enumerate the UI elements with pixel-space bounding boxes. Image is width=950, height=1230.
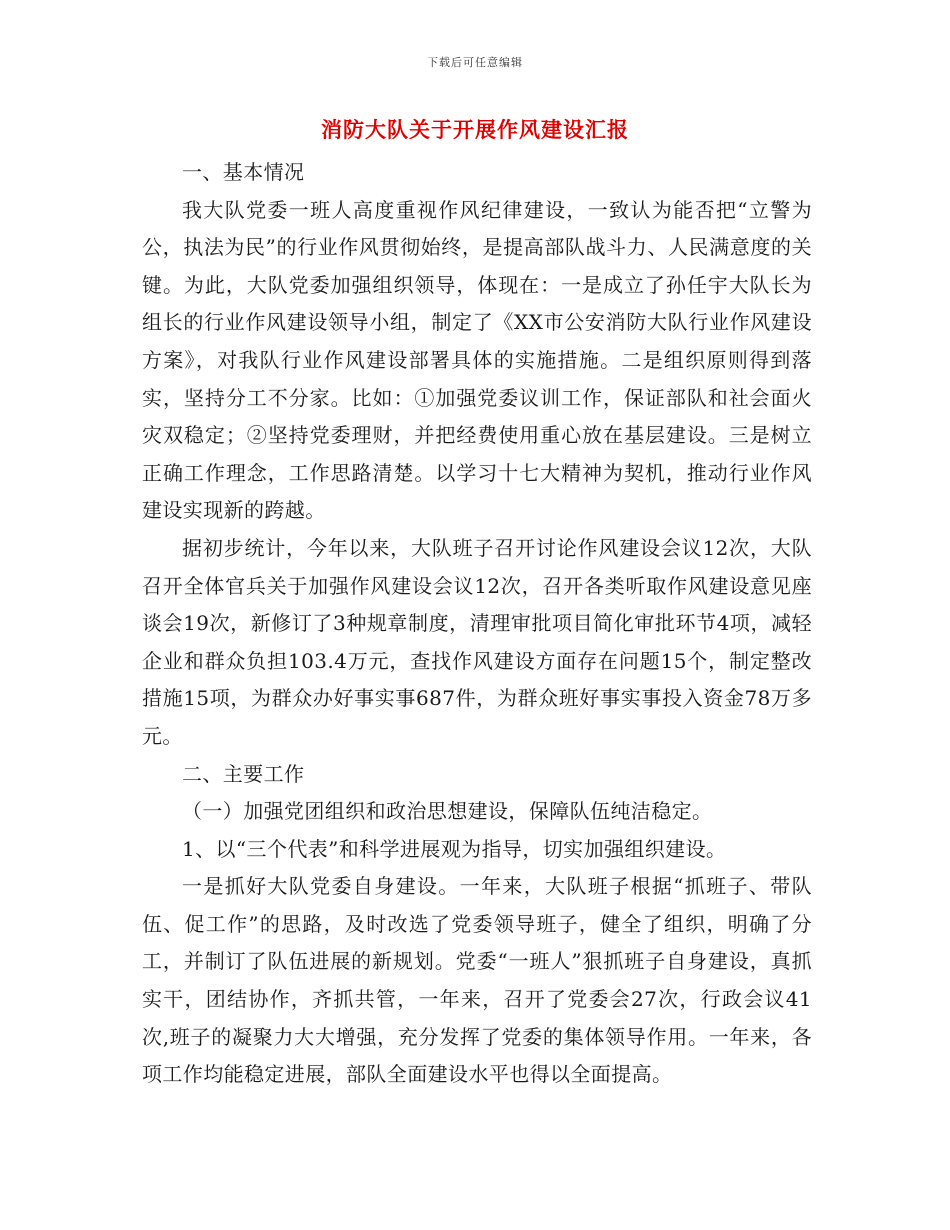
header-note: 下载后可任意编辑 [427,56,523,69]
subsection-heading: （一）加强党团组织和政治思想建设，保障队伍纯洁稳定。 [182,799,713,824]
document-title: 消防大队关于开展作风建设汇报 [321,117,629,142]
section-heading-basic: 一、基本情况 [182,160,305,184]
paragraph: 一是抓好大队党委自身建设。一年来，大队班子根据“抓班子、带队伍、促工作”的思路，及时改选了党委领导班子，健全了组织，明确了分工，并制订了队伍进展的新规划。党委“一班人”狠抓班子自身建设，真抓实干，团结协作，齐抓共管，一年来，召开了党委会27次，行政会议41次,班子的凝聚力大大增强，充分发挥了党委的集体领导作用。一年来，各项工作均能稳定进展，部队全面建设水平也得以全面提高。 [142,874,812,1087]
section-heading-main-work: 二、主要工作 [182,761,305,786]
paragraph: 我大队党委一班人高度重视作风纪律建设，一致认为能否把“立警为公，执法为民”的行业作风贯彻始终，是提高部队战斗力、人民满意度的关键。为此，大队党委加强组织领导，体现在：一是成立了孙任宇大队长为组长的行业作风建设领导小组，制定了《XX市公安消防大队行业作风建设方案》，对我队行业作风建设部署具体的实施措施。二是组织原则得到落实，坚持分工不分家。比如：①加强党委议训工作，保证部队和社会面火灾双稳定；②坚持党委理财，并把经费使用重心放在基层建设。三是树立正确工作理念，工作思路清楚。以学习十七大精神为契机，推动行业作风建设实现新的跨越。 [142,197,812,523]
document-body [142,154,812,1094]
item-heading: 1、以“三个代表”和科学进展观为指导，切实加强组织建设。 [182,836,727,861]
paragraph: 据初步统计，今年以来，大队班子召开讨论作风建设会议12次，大队召开全体官兵关于加强作风建设会议12次，召开各类听取作风建设意见座谈会19次，新修订了3种规章制度，清理审批项目简化审批环节4项，减轻企业和群众负担103.4万元，查找作风建设方面存在问题15个，制定整改措施15项，为群众办好事实事687件，为群众班好事实事投入资金78万多元。 [142,535,812,748]
